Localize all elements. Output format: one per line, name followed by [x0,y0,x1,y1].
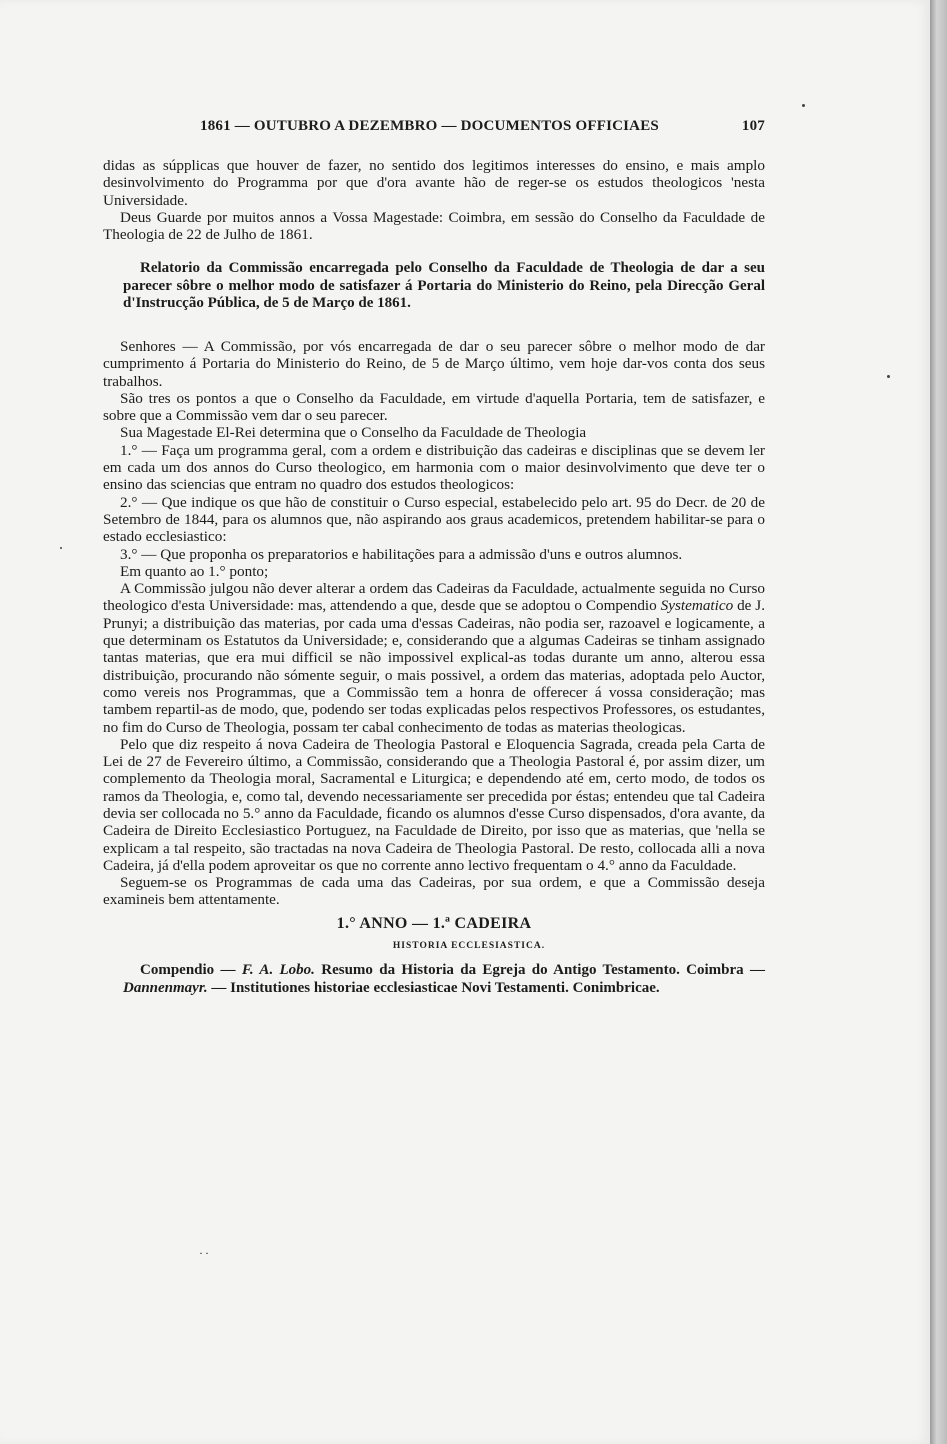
point-1: 1.° — Faça um programma geral, com a ordem e distribuição das cadeiras e disciplinas que se devem ler em cada um dos annos do Curso theologico, em harmonia com o maior desinvolvimento que deve ter o ensino das sciencias que entram no quadro dos estudos theologicos: [103,441,765,494]
section-heading: 1.° ANNO — 1.ª CADEIRA [336,914,532,932]
body-paragraph-5-a: A Commissão julgou não dever alterar a ordem das Cadeiras da Faculdade, actualmente seguida no Curso theologico d'esta Universidade: mas, attendendo a que, desde que se adoptou o Compendio [103,580,765,615]
compendio-title: Systematico [660,597,734,615]
body-paragraph-5-b: de J. Prunyi; a distribuição das materias, por cada uma d'essas Cadeiras, não podia ser, razoavel e logicamente, a que determinam os Estatutos da Universidade; e, considerando que a algumas Cadeiras se tinham assignado tantas materias, que era mui difficil se não impossivel explical-as todas durante um anno, alterou essa distribuição, procurando não sómente seguir, o mais possivel, a ordem das materias, adoptada pelo Auctor, como vereis nos Programmas, que a Commissão tem a honra de offerecer á vossa consideração; mas tambem repartil-as de modo, que, podendo ser todas explicadas pelos respectivos Professores, os estudantes, no fim do Curso de Theologia, possam ter cabal conhecimento de todas as materias theologicas. [103,597,765,736]
body-paragraph-6: Pelo que diz respeito á nova Cadeira de Theologia Pastoral e Eloquencia Sagrada, creada pela Carta de Lei de 27 de Fevereiro último, a Commissão, considerando que a Theologia Pastoral é, por assim dizer, um complemento da Theologia moral, Sacramental e Liturgica; e dependendo até em, certo modo, de todos os ramos da Theologia, e, como tal, devendo necessariamente ser precedida por éstas; entendeu que tal Cadeira devia ser collocada no 5.° anno da Faculdade, ficando os alumnos d'esse Curso dispensados, d'ora avante, da Cadeira de Direito Ecclesiastico Portuguez, na Faculdade de Direito, por isso que as materias, que 'nella se explicam a tal respeito, são tractadas na nova Cadeira de Theologia Pastoral. De resto, collocada alli a nova Cadeira, já d'ella podem aproveitar os que no corrente anno lectivo frequentam o 4.° anno da Faculdade. [103,735,765,874]
page-number: 107 [741,118,765,134]
ink-dots: ·· [199,1246,211,1260]
compendio-label: Compendio — [140,962,242,979]
body-paragraph-2: São tres os pontos a que o Conselho da Faculdade, em virtude d'aquella Portaria, tem de satisfazer, e sobre que a Commissão vem dar o seu parecer. [103,389,765,425]
page-body [103,157,765,997]
compendio-entry [103,962,765,997]
author-lobo: F. A. Lobo. [241,962,315,979]
body-paragraph-4: Em quanto ao 1.° ponto; [120,562,269,580]
author-dannenmayr: Dannenmayr. [123,979,208,996]
body-paragraph-5 [103,580,765,736]
ink-speck [60,547,62,549]
report-title: Relatorio da Commissão encarregada pelo Conselho da Faculdade de Theologia de dar a seu parecer sôbre o melhor modo de satisfazer á Portaria do Ministerio do Reino, pela Direcção Geral d'Instrucção Pública, de 5 de Março de 1861. [123,260,765,312]
intro-paragraph-1: didas as súpplicas que houver de fazer, no sentido dos legitimos interesses do ensino, e mais amplo desinvolvimento do Programma por que d'ora avante hão de reger-se os estudos theologicos 'nesta Universidade. [103,157,765,209]
work-lobo: Resumo da Historia da Egreja do Antigo Testamento. Coimbra — [314,962,766,979]
ink-speck [802,104,805,107]
point-3: 3.° — Que proponha os preparatorios e habilitações para a admissão d'uns e outros alumnos. [120,545,683,563]
ink-speck [887,375,890,378]
body-paragraph-3: Sua Magestade El-Rei determina que o Conselho da Faculdade de Theologia [120,424,587,442]
intro-paragraph-2: Deus Guarde por muitos annos a Vossa Magestade: Coimbra, em sessão do Conselho da Faculdade de Theologia de 22 de Julho de 1861. [103,208,765,244]
section-subheading: HISTORIA ECCLESIASTICA. [392,941,546,952]
work-dannenmayr: — Institutiones historiae ecclesiasticae Novi Testamenti. Conimbricae. [207,979,660,996]
body-paragraph-7: Seguem-se os Programmas de cada uma das Cadeiras, por sua ordem, e que a Commissão deseja examineis bem attentamente. [103,874,765,909]
point-2: 2.° — Que indique os que hão de constituir o Curso especial, estabelecido pelo art. 95 do Decr. de 20 de Setembro de 1844, para os alumnos que, não aspirando aos graus academicos, pretendem habilitar-se para o estado ecclesiastico: [103,493,765,546]
running-title: 1861 — OUTUBRO A DEZEMBRO — DOCUMENTOS OFFICIAES [200,118,659,134]
page-edge [930,0,947,1444]
body-paragraph-1: Senhores — A Commissão, por vós encarregada de dar o seu parecer sôbre o melhor modo de dar cumprimento á Portaria do Ministerio do Reino, de 5 de Março último, vem hoje dar-vos conta dos seus trabalhos. [103,337,765,390]
